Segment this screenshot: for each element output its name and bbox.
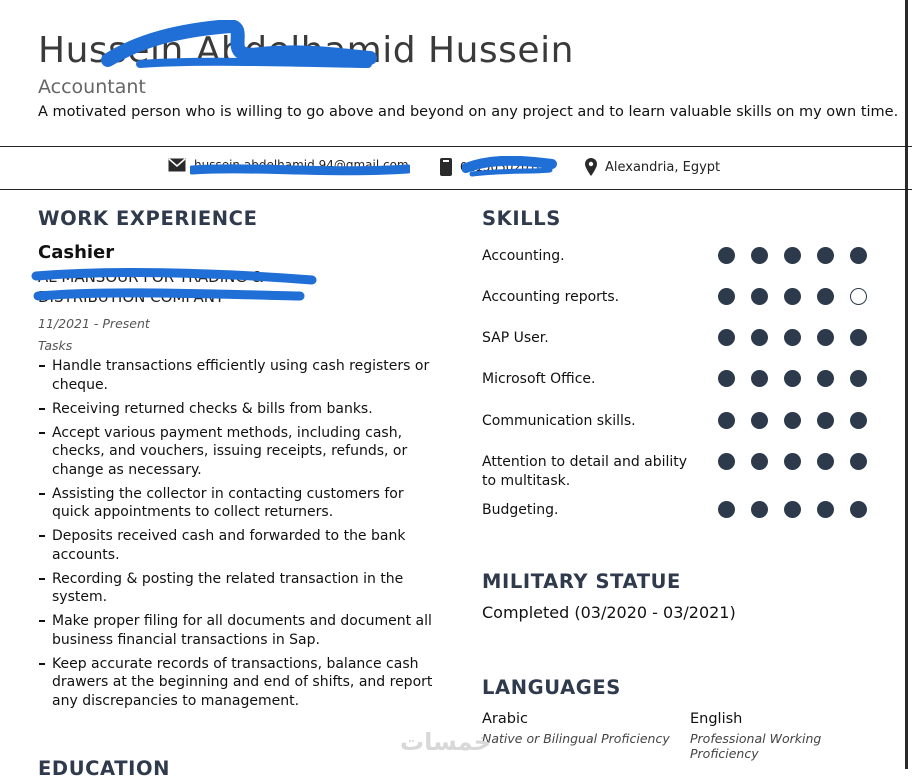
military-heading: MILITARY STATUE — [482, 570, 681, 593]
work-experience-heading: WORK EXPERIENCE — [38, 207, 258, 230]
location-text: Alexandria, Egypt — [605, 159, 721, 175]
rating-dot-filled — [718, 501, 735, 518]
task-item: Assisting the collector in contacting customers for quick appointments to collect returners. — [38, 485, 438, 522]
rating-dot-filled — [817, 370, 834, 387]
email-text: hussein.abdelhamid.94@gmail.com — [194, 158, 409, 172]
location-pin-icon — [585, 158, 597, 176]
task-item: Receiving returned checks & bills from banks. — [38, 400, 438, 419]
rating-dot-filled — [718, 288, 735, 305]
phone-icon — [440, 158, 452, 176]
skill-name: Microsoft Office. — [482, 371, 596, 387]
rating-dot-filled — [850, 329, 867, 346]
divider-bottom — [0, 189, 912, 190]
watermark: خمسات — [400, 728, 491, 756]
skill-name: Accounting reports. — [482, 289, 620, 305]
skills-heading: SKILLS — [482, 207, 561, 230]
task-item: Recording & posting the related transaction in the system. — [38, 570, 438, 607]
resume-name: Hussein Abdelhamid Hussein — [38, 30, 574, 71]
skill-name: Budgeting. — [482, 502, 559, 518]
skill-rating — [718, 412, 883, 429]
rating-dot-filled — [751, 329, 768, 346]
contact-email[interactable] — [168, 158, 409, 172]
rating-dot-filled — [751, 412, 768, 429]
rating-dot-filled — [784, 329, 801, 346]
skill-rating — [718, 329, 883, 346]
task-item: Accept various payment methods, including cash, checks, and vouchers, issuing receipts, refunds, or change as necessary. — [38, 424, 438, 480]
rating-dot-filled — [817, 329, 834, 346]
rating-dot-filled — [817, 453, 834, 470]
skill-name: Attention to detail and ability to multitask. — [482, 454, 688, 489]
rating-dot-filled — [784, 412, 801, 429]
rating-dot-empty — [850, 288, 867, 305]
rating-dot-filled — [718, 370, 735, 387]
rating-dot-filled — [850, 247, 867, 264]
skill-rating — [718, 370, 883, 387]
rating-dot-filled — [850, 412, 867, 429]
rating-dot-filled — [850, 501, 867, 518]
rating-dot-filled — [784, 453, 801, 470]
language-name: English — [690, 711, 743, 727]
contact-location — [585, 158, 720, 176]
task-item: Keep accurate records of transactions, balance cash drawers at the beginning and end of shifts, and report any discrepancies to management. — [38, 655, 438, 711]
military-status: Completed (03/2020 - 03/2021) — [482, 603, 736, 622]
rating-dot-filled — [817, 412, 834, 429]
envelope-icon — [168, 158, 186, 172]
job-title: Accountant — [38, 76, 146, 98]
language-level: Professional Working Proficiency — [690, 731, 822, 761]
education-heading: EDUCATION — [38, 757, 171, 780]
rating-dot-filled — [718, 453, 735, 470]
tasks-label: Tasks — [38, 338, 73, 353]
task-item: Make proper filing for all documents and document all business financial transactions in Sap. — [38, 612, 438, 649]
skill-rating — [718, 501, 883, 518]
rating-dot-filled — [784, 370, 801, 387]
rating-dot-filled — [751, 247, 768, 264]
rating-dot-filled — [784, 501, 801, 518]
divider-top — [0, 146, 912, 147]
rating-dot-filled — [817, 247, 834, 264]
skill-rating — [718, 247, 883, 264]
rating-dot-filled — [718, 412, 735, 429]
rating-dot-filled — [751, 501, 768, 518]
language-level: Native or Bilingual Proficiency — [482, 731, 670, 746]
skill-rating — [718, 288, 883, 305]
rating-dot-filled — [751, 288, 768, 305]
rating-dot-filled — [817, 501, 834, 518]
rating-dot-filled — [751, 453, 768, 470]
phone-text: 01150502010 — [460, 160, 544, 174]
skill-name: SAP User. — [482, 330, 549, 346]
rating-dot-filled — [784, 288, 801, 305]
summary: A motivated person who is willing to go above and beyond on any project and to learn valuable skills on my own time. — [38, 104, 899, 120]
rating-dot-filled — [850, 370, 867, 387]
task-list — [38, 357, 438, 716]
contact-phone[interactable] — [440, 158, 560, 176]
rating-dot-filled — [850, 453, 867, 470]
rating-dot-filled — [718, 247, 735, 264]
company-name: AL MANSOUR FOR TRADING & DISTRIBUTION COMPANY — [38, 268, 264, 306]
skill-name: Communication skills. — [482, 413, 636, 429]
rating-dot-filled — [784, 247, 801, 264]
role-title: Cashier — [38, 242, 115, 263]
language-name: Arabic — [482, 711, 528, 727]
task-item: Handle transactions efficiently using cash registers or cheque. — [38, 357, 438, 394]
rating-dot-filled — [817, 288, 834, 305]
rating-dot-filled — [751, 370, 768, 387]
job-date-range: 11/2021 - Present — [38, 316, 150, 331]
skill-name: Accounting. — [482, 248, 565, 264]
skill-rating — [718, 453, 883, 470]
task-item: Deposits received cash and forwarded to the bank accounts. — [38, 527, 438, 564]
languages-heading: LANGUAGES — [482, 676, 621, 699]
rating-dot-filled — [718, 329, 735, 346]
